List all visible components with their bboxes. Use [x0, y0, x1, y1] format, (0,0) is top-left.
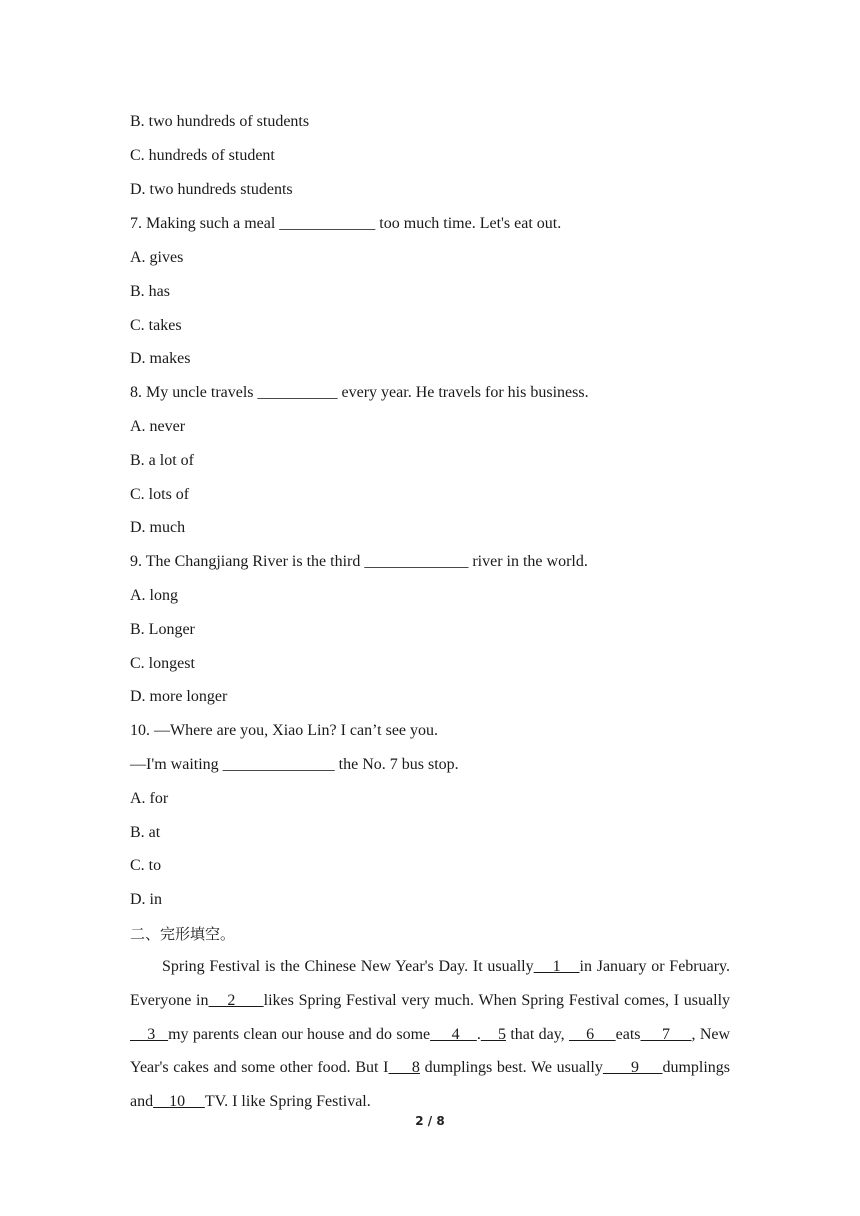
option-8a: A. never — [130, 418, 186, 435]
question-7: 7. Making such a meal ____________ too much time. Let's eat out. — [130, 215, 562, 232]
blank-10: 10 — [153, 1093, 205, 1111]
question-8: 8. My uncle travels __________ every year. He travels for his business. — [130, 384, 589, 401]
cloze-passage — [130, 950, 730, 1119]
page-number: 2 / 8 — [415, 1114, 445, 1128]
blank-6: 6 — [568, 1025, 616, 1043]
option-8b: B. a lot of — [130, 452, 194, 469]
passage-text: dumplings and — [130, 1059, 731, 1111]
passage-text: in January or February. Everyone in — [130, 958, 731, 1009]
option-7c: C. takes — [130, 317, 182, 334]
option-6d: D. two hundreds students — [130, 181, 293, 198]
option-10a: A. for — [130, 790, 169, 807]
passage-text: Spring Festival is the Chinese New Year's Day. It usually — [162, 958, 534, 975]
option-7b: B. has — [130, 283, 170, 300]
question-10: 10. —Where are you, Xiao Lin? I can’t see you. — [130, 722, 439, 739]
option-7a: A. gives — [130, 249, 184, 266]
blank-5: 5 — [480, 1025, 507, 1043]
option-8c: C. lots of — [130, 486, 190, 503]
passage-text: dumplings best. We usually — [419, 1059, 603, 1077]
blank-4: 4 — [430, 1025, 477, 1043]
option-7d: D. makes — [130, 350, 191, 367]
question-9: 9. The Changjiang River is the third _____________ river in the world. — [130, 553, 588, 570]
passage-text: my parents clean our house and do some — [168, 1025, 431, 1043]
option-9a: A. long — [130, 587, 178, 604]
section-heading: 二、完形填空。 — [130, 925, 236, 943]
option-9b: B. Longer — [130, 621, 195, 638]
option-10c: C. to — [130, 857, 162, 874]
blank-8: 8 — [388, 1059, 420, 1077]
blank-1: 1 — [533, 958, 580, 975]
passage-text: . — [476, 1025, 481, 1043]
blank-2: 2 — [208, 991, 264, 1009]
option-9c: C. longest — [130, 655, 195, 672]
option-6b: B. two hundreds of students — [130, 113, 310, 130]
option-6c: C. hundreds of student — [130, 147, 275, 164]
blank-3: 3 — [130, 1025, 169, 1043]
blank-9: 9 — [602, 1059, 663, 1077]
option-10d: D. in — [130, 891, 162, 908]
option-8d: D. much — [130, 519, 186, 536]
option-10b: B. at — [130, 824, 161, 841]
passage-text: TV. I like Spring Festival. — [204, 1093, 371, 1111]
blank-7: 7 — [640, 1025, 692, 1043]
passage-text: that day, — [506, 1025, 569, 1043]
passage-text: , New Year's cakes and some other food. But I — [130, 1025, 731, 1077]
option-9d: D. more longer — [130, 688, 228, 705]
passage-text: likes Spring Festival very much. When Spring Festival comes, I usually — [263, 991, 731, 1009]
question-10-reply: —I'm waiting ______________ the No. 7 bus stop. — [130, 756, 459, 773]
passage-text: eats — [615, 1025, 641, 1043]
